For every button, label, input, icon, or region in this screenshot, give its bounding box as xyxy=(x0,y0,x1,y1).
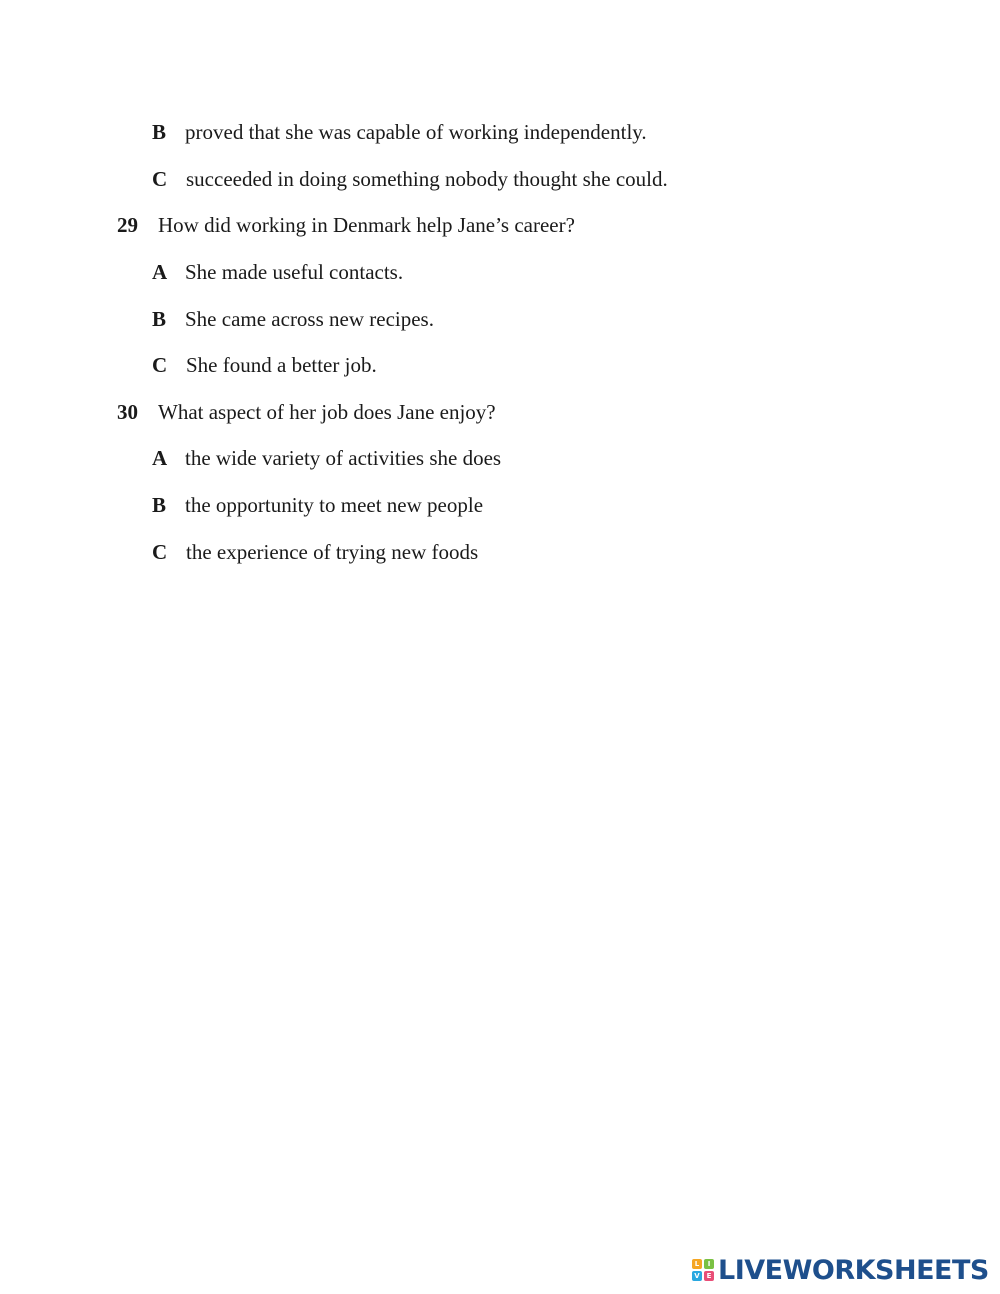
logo-mark-cell: V xyxy=(692,1271,702,1281)
option-text: She came across new recipes. xyxy=(185,307,434,331)
option-text: proved that she was capable of working independently. xyxy=(185,120,647,144)
logo-mark-cell: E xyxy=(704,1271,714,1281)
question-number: 29 xyxy=(117,213,138,237)
logo-text: LIVEWORKSHEETS xyxy=(718,1254,989,1286)
option-text: the experience of trying new foods xyxy=(186,540,479,564)
option-text: She found a better job. xyxy=(186,353,377,377)
option-text: succeeded in doing something nobody thought she could. xyxy=(186,167,668,191)
option-letter: B xyxy=(152,493,167,517)
option-letter: C xyxy=(152,540,168,564)
question-text: What aspect of her job does Jane enjoy? xyxy=(158,400,496,424)
option-text: the opportunity to meet new people xyxy=(185,493,484,517)
option-letter: A xyxy=(152,446,168,470)
option-text: the wide variety of activities she does xyxy=(185,446,502,470)
question-text: How did working in Denmark help Jane’s career? xyxy=(158,213,575,237)
option-letter: B xyxy=(152,307,167,331)
option-letter: A xyxy=(152,260,168,284)
liveworksheets-logo xyxy=(692,1255,989,1285)
question-number: 30 xyxy=(117,400,138,424)
logo-mark-cell: L xyxy=(692,1259,702,1269)
option-text: She made useful contacts. xyxy=(185,260,404,284)
option-letter: C xyxy=(152,167,168,191)
option-letter: C xyxy=(152,353,168,377)
logo-mark-icon xyxy=(692,1259,714,1281)
logo-mark-cell: I xyxy=(704,1259,714,1269)
option-letter: B xyxy=(152,120,167,144)
